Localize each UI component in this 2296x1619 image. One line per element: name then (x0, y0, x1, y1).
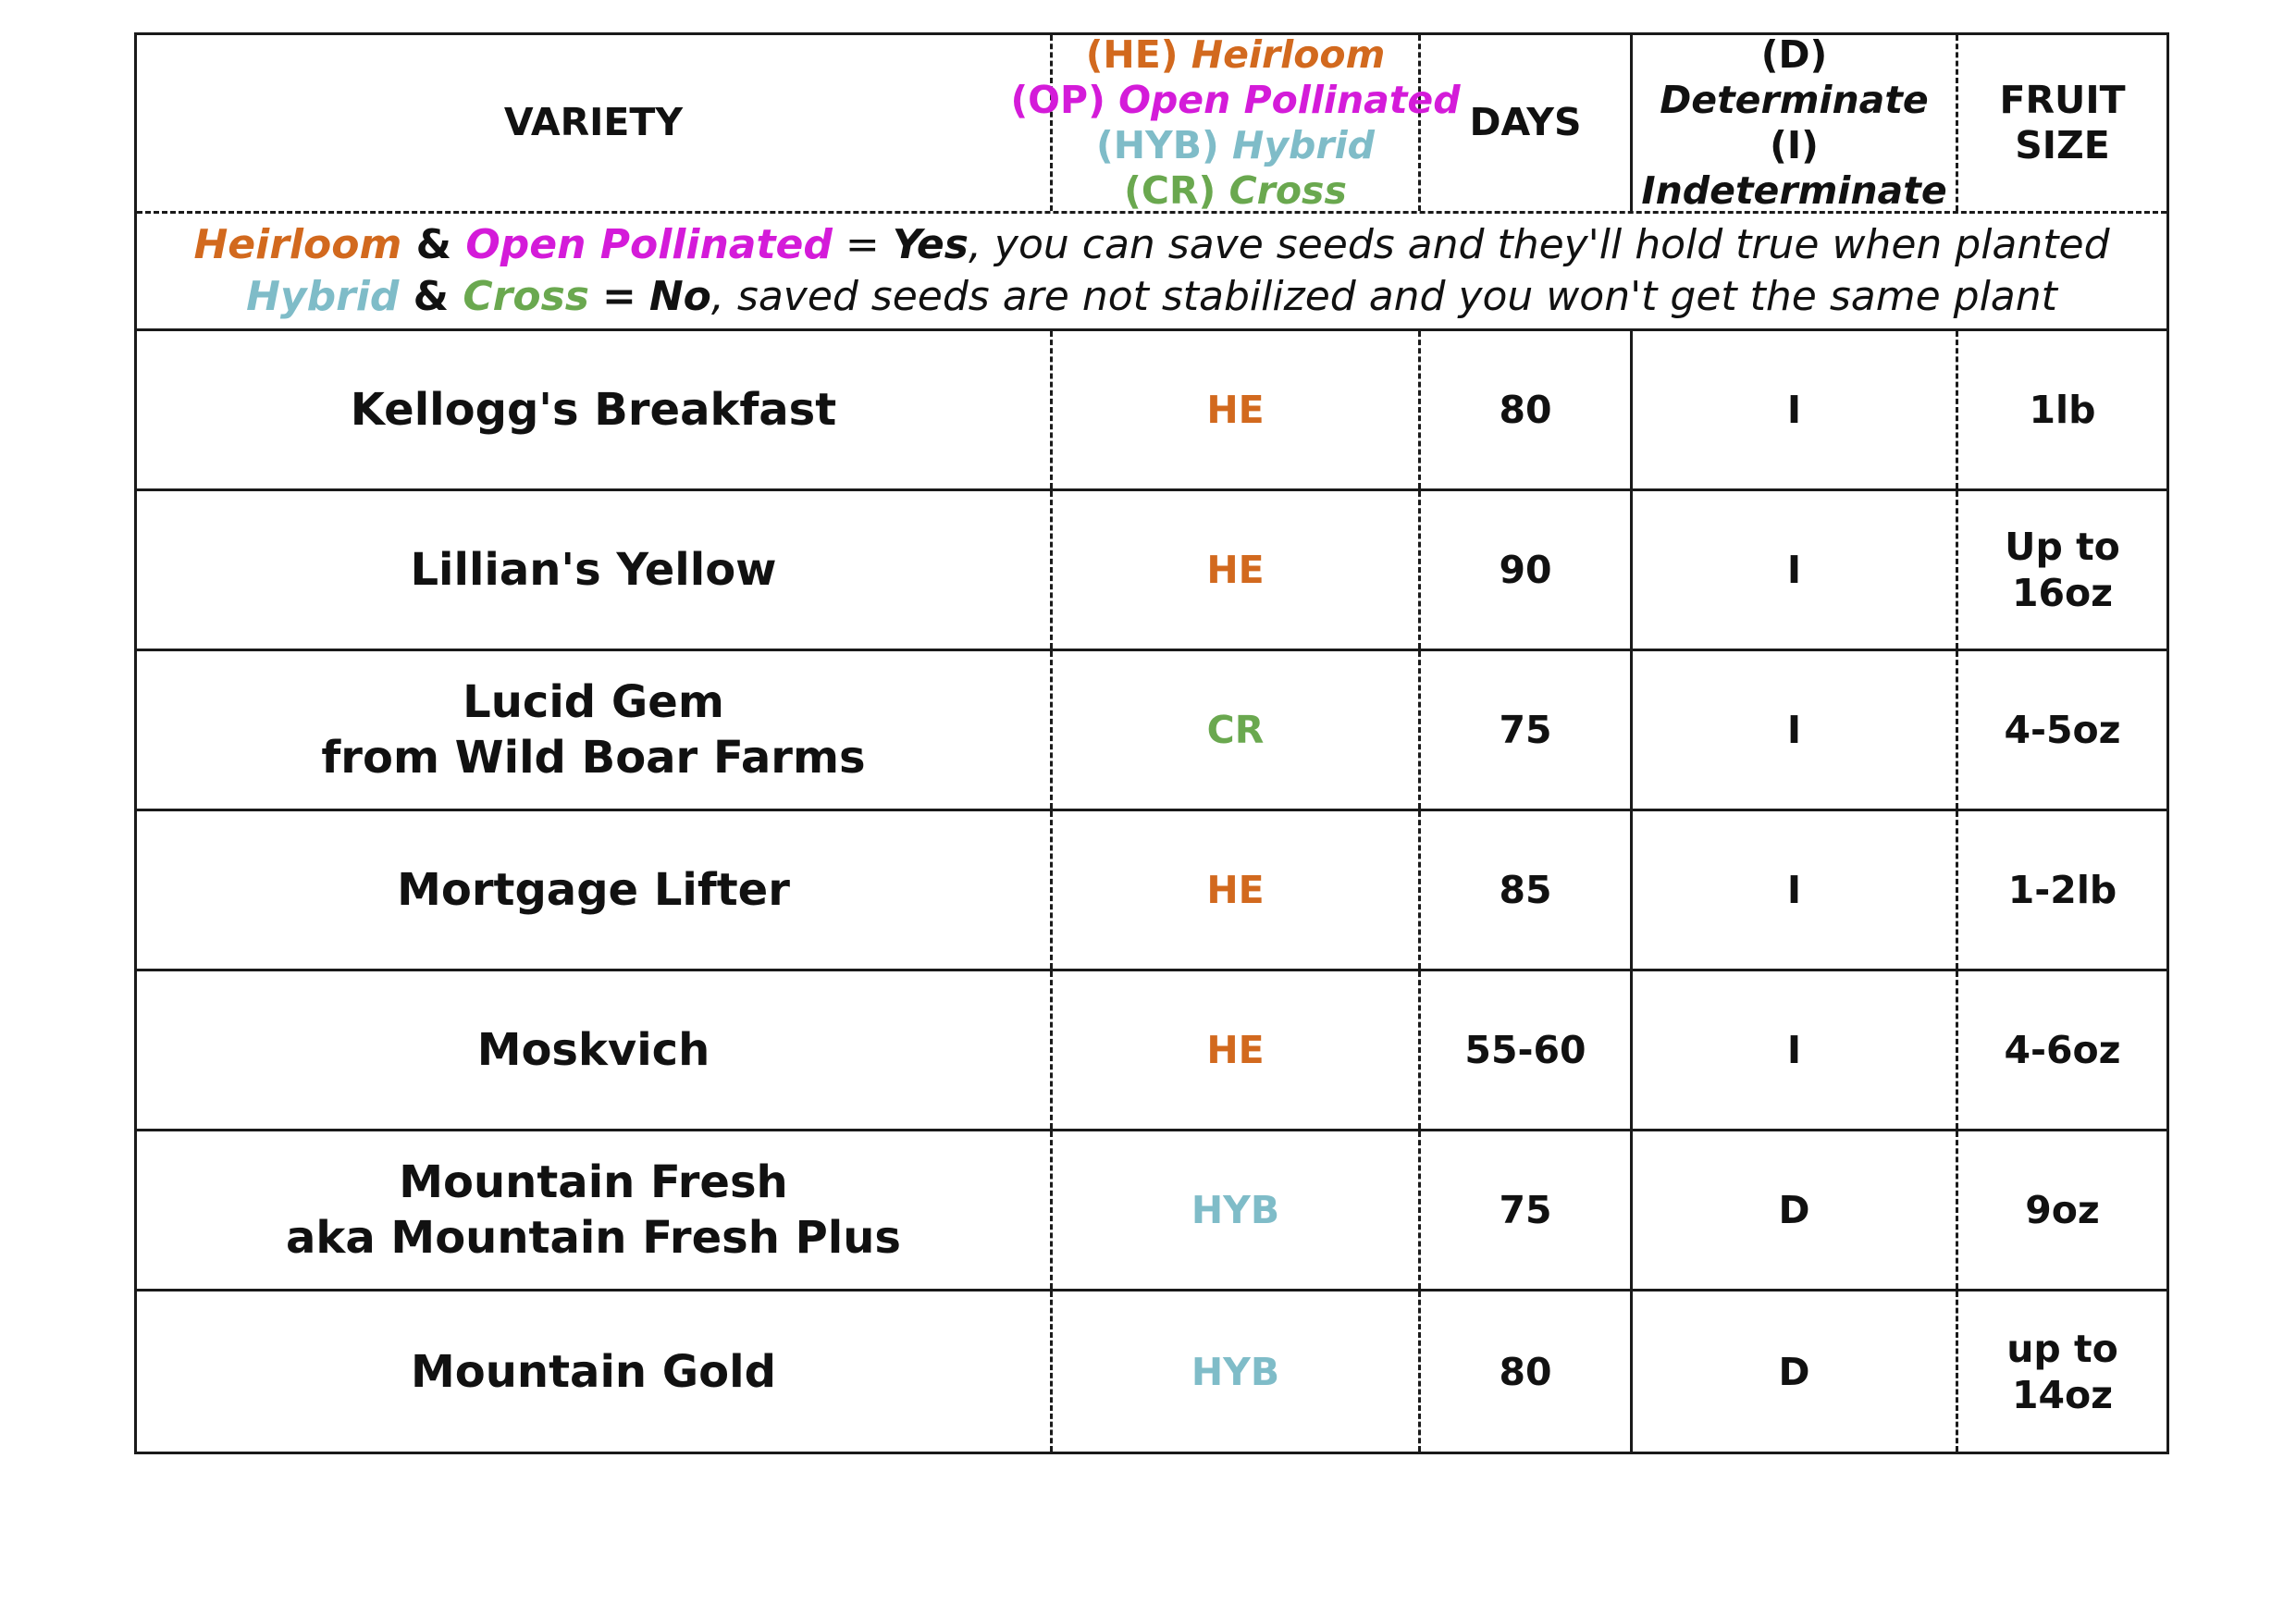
variety-cell (137, 1131, 1053, 1289)
header-fruit-size-line2: SIZE (2015, 123, 2110, 167)
table-row (137, 651, 2166, 811)
variety-rows (137, 331, 2166, 1452)
variety-name-line: Moskvich (476, 1024, 710, 1076)
fruit-size-line: 9oz (2025, 1188, 2100, 1232)
table-row (137, 491, 2166, 651)
growth-habit-cell: D (1633, 1291, 1958, 1452)
variety-cell (137, 811, 1053, 969)
tomato-variety-table (134, 32, 2169, 1454)
header-fruit-size (1958, 35, 2166, 211)
variety-name-line: aka Mountain Fresh Plus (286, 1212, 901, 1264)
table-row (137, 1291, 2166, 1452)
table-row (137, 971, 2166, 1131)
note-line-no: Hybrid & Cross = No, saved seeds are not stabilized and you won't get the same plant (246, 273, 2057, 320)
days-cell: 85 (1421, 811, 1633, 969)
fruit-size-line: up to 14oz (2006, 1326, 2118, 1417)
variety-name-line: Lucid Gem (463, 676, 724, 728)
fruit-size-cell (1958, 1291, 2166, 1452)
growth-habit-cell: I (1633, 811, 1958, 969)
variety-name-line: Kellogg's Breakfast (350, 384, 837, 436)
variety-name-line: from Wild Boar Farms (321, 732, 866, 784)
seed-type-cell: HYB (1053, 1291, 1421, 1452)
seed-type-cell: CR (1053, 651, 1421, 809)
days-cell: 75 (1421, 1131, 1633, 1289)
variety-cell (137, 651, 1053, 809)
days-cell: 75 (1421, 651, 1633, 809)
header-fruit-size-line1: FRUIT (1999, 77, 2126, 122)
fruit-size-line: 1lb (2029, 388, 2096, 432)
fruit-size-line: 4-5oz (2004, 708, 2121, 752)
growth-habit-cell: D (1633, 1131, 1958, 1289)
growth-habit-cell: I (1633, 331, 1958, 488)
fruit-size-line: 1-2lb (2007, 868, 2117, 912)
variety-cell (137, 491, 1053, 649)
table-row (137, 1131, 2166, 1291)
growth-habit-cell: I (1633, 491, 1958, 649)
seed-type-cell: HE (1053, 331, 1421, 488)
fruit-size-line: Up to (2005, 525, 2120, 569)
days-cell: 55-60 (1421, 971, 1633, 1129)
header-days: DAYS (1421, 35, 1633, 211)
days-cell: 80 (1421, 331, 1633, 488)
variety-cell (137, 1291, 1053, 1452)
table-row (137, 811, 2166, 971)
seed-type-cell: HE (1053, 971, 1421, 1129)
variety-name-line: Mortgage Lifter (397, 864, 790, 916)
table-row (137, 331, 2166, 491)
variety-name-line: Mountain Fresh (399, 1156, 788, 1208)
fruit-size-line: 16oz (2011, 571, 2114, 615)
legend-cross: (CR) Cross (1124, 168, 1347, 214)
fruit-size-cell (1958, 491, 2166, 649)
fruit-size-cell (1958, 651, 2166, 809)
legend-open-pollinated: (OP) Open Pollinated (1010, 77, 1461, 122)
fruit-size-cell (1958, 971, 2166, 1129)
seed-saving-note (137, 214, 2166, 331)
fruit-size-line: 4-6oz (2004, 1028, 2121, 1072)
legend-hybrid: (HYB) Hybrid (1095, 123, 1376, 167)
growth-habit-cell: I (1633, 651, 1958, 809)
fruit-size-cell (1958, 811, 2166, 969)
header-row (137, 31, 2166, 214)
seed-type-cell: HE (1053, 811, 1421, 969)
days-cell: 90 (1421, 491, 1633, 649)
seed-type-cell: HE (1053, 491, 1421, 649)
legend-determinate: (D) Determinate (1660, 31, 1929, 122)
variety-cell (137, 331, 1053, 488)
variety-name-line: Lillian's Yellow (410, 544, 777, 596)
note-line-yes: Heirloom & Open Pollinated = Yes, you can save seeds and they'll hold true when planted (193, 221, 2110, 268)
legend-heirloom: (HE) Heirloom (1085, 31, 1386, 77)
fruit-size-cell (1958, 331, 2166, 488)
header-variety: VARIETY (137, 35, 1053, 211)
header-growth-habit (1633, 31, 1958, 214)
days-cell: 80 (1421, 1291, 1633, 1452)
fruit-size-cell (1958, 1131, 2166, 1289)
header-legend (1010, 31, 1461, 214)
seed-type-cell: HYB (1053, 1131, 1421, 1289)
growth-habit-cell: I (1633, 971, 1958, 1129)
variety-name-line: Mountain Gold (411, 1345, 776, 1398)
legend-indeterminate: (I) Indeterminate (1641, 123, 1947, 214)
variety-cell (137, 971, 1053, 1129)
